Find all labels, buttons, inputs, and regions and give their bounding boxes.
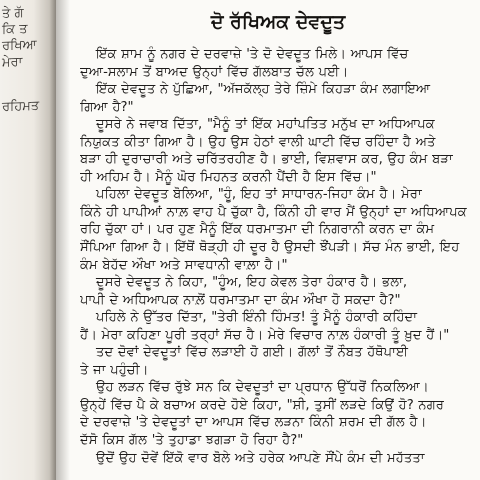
text-line: ਉਨ੍ਹੇਂ ਵਿੱਚ ਪੈ ਕੇ ਬਚਾਅ ਕਰਦੇ ਹੋਏ ਕਿਹਾ, "ਸ਼ੀ, ਤੁਸੀਂ ਲੜਦੇ ਕਿਉਂ ਹੋ? ਨਗਰ [80,397,444,413]
text-line: ਹੀ ਅਹਿਮ ਹੈ। ਮੈਨੂੰ ਘੋਰ ਮਿਹਨਤ ਕਰਨੀ ਪੈਂਦੀ ਹੈ ਇਸ ਵਿੱਚ।" [80,169,377,185]
text-line: ਗਿਆ ਹੈ?" [80,99,134,115]
paragraph [80,344,472,379]
story-title: ਦੋ ਰੱਖਿਅਕ ਦੇਵਦੂਤ [210,11,346,33]
text-line: ਨਿਯੁਕਤ ਕੀਤਾ ਗਿਆ ਹੈ। ਉਹ ਉਸ ਹੇਠਾਂ ਵਾਲੀ ਘਾਟੀ ਵਿੱਚ ਰਹਿੰਦਾ ਹੈ ਅਤੇ [80,134,436,150]
left-page-edge [0,0,56,480]
text-line: ਪਹਿਲੇ ਨੇ ਉੱਤਰ ਦਿੱਤਾ, "ਤੇਰੀ ਇੰਨੀ ਹਿੰਮਤ! ਤੂੰ ਮੈਨੂੰ ਹੰਕਾਰੀ ਕਹਿੰਦਾ [96,310,418,326]
text-line: ਦੱਸੋ ਕਿਸ ਗੱਲ 'ਤੇ ਤੁਹਾਡਾ ਝਗੜਾ ਹੋ ਰਿਹਾ ਹੈ?" [80,433,304,449]
text-line: ਕਿੰਨੇ ਹੀ ਪਾਪੀਆਂ ਨਾਲ਼ ਵਾਹ ਪੈ ਚੁੱਕਾ ਹੈ, ਕਿੰਨੀ ਹੀ ਵਾਰ ਮੈਂ ਉਨ੍ਹਾਂ ਦਾ ਅਧਿਆਪਕ [80,204,467,220]
text-line: ਤਦ ਦੋਵਾਂ ਦੇਵਦੂਤਾਂ ਵਿੱਚ ਲੜਾਈ ਹੋ ਗਈ। ਗੱਲਾਂ ਤੋਂ ਨੌਬਤ ਹੱਥੋਪਾਈ [96,345,409,361]
text-line: ਦੂਸਰੇ ਦੇਵਦੂਤ ਨੇ ਕਿਹਾ, "ਹੂੰਅ, ਇਹ ਕੇਵਲ ਤੇਰਾ ਹੰਕਾਰ ਹੈ। ਭਲਾ, [96,275,408,291]
paragraph [80,116,472,186]
text-line: ਬੜਾ ਹੀ ਦੁਰਾਚਾਰੀ ਅਤੇ ਚਰਿੱਤਰਹੀਣ ਹੈ। ਭਾਈ, ਵਿਸ਼ਵਾਸ ਕਰ, ਉਹ ਕੰਮ ਬੜਾ [80,152,453,168]
text-line: ਇੱਕ ਦੇਵਦੂਤ ਨੇ ਪੁੱਛਿਆ, "ਅੱਜਕੱਲ੍ਹ ਤੇਰੇ ਜ਼ਿੰਮੇ ਕਿਹੜਾ ਕੰਮ ਲਗਾਇਆ [96,82,431,98]
paragraph [80,309,472,344]
left-page-text: ਮੇਰਾ [2,54,23,71]
text-line: ਇੱਕ ਸ਼ਾਮ ਨੂੰ ਨਗਰ ਦੇ ਦਰਵਾਜ਼ੇ 'ਤੇ ਦੋ ਦੇਵਦੂਤ ਮਿਲੇ। ਆਪਸ ਵਿੱਚ [96,47,409,62]
text-line: ਦੂਸਰੇ ਨੇ ਜਵਾਬ ਦਿੱਤਾ, "ਮੈਨੂੰ ਤਾਂ ਇੱਕ ਮਹਾਂਪਤਿਤ ਮਨੁੱਖ ਦਾ ਅਧਿਆਪਕ [96,117,435,133]
text-line: ਦੁਆ-ਸਲਾਮ ਤੋਂ ਬਾਅਦ ਉਨ੍ਹਾਂ ਵਿੱਚ ਗੱਲਬਾਤ ਚੱਲ ਪਈ। [80,64,349,80]
text-line: ਉਹ ਲੜਨ ਵਿੱਚ ਰੁੱਝੇ ਸਨ ਕਿ ਦੇਵਦੂਤਾਂ ਦਾ ਪ੍ਰਧਾਨ ਉੱਧਰੋਂ ਨਿਕਲਿਆ। [96,380,429,396]
text-line: ਪਾਪੀ ਦੇ ਅਧਿਆਪਕ ਨਾਲ਼ੋਂ ਧਰਮਾਤਮਾ ਦਾ ਕੰਮ ਔਖਾ ਹੋ ਸਕਦਾ ਹੈ?" [80,292,401,308]
text-line: ਉਦੋਂ ਉਹ ਦੋਵੇਂ ਇੱਕੋ ਵਾਰ ਬੋਲੇ ਅਤੇ ਹਰੇਕ ਆਪਣੇ ਸੌਂਪੇ ਕੰਮ ਦੀ ਮਹੱਤਤਾ [96,450,425,466]
text-line: ਹੈਂ। ਮੇਰਾ ਕਹਿਣਾ ਪੂਰੀ ਤਰ੍ਹਾਂ ਸੱਚ ਹੈ। ਮੇਰੇ ਵਿਚਾਰ ਨਾਲ਼ ਹੰਕਾਰੀ ਤੂੰ ਖ਼ੁਦ ਹੈਂ।" [80,327,450,343]
text-line: ਸੌਂਪਿਆ ਗਿਆ ਹੈ। ਇੱਥੋਂ ਥੋੜ੍ਹੀ ਹੀ ਦੂਰ ਹੈ ਉਸਦੀ ਝੌਂਪੜੀ। ਸੱਚ ਮੰਨ ਭਾਈ, ਇਹ [80,240,460,256]
paragraph [80,81,472,116]
paragraph [80,46,472,81]
left-page-text: ਰਖਿਆ [2,37,37,54]
paragraph [80,274,472,309]
page-content [80,0,472,467]
text-line: ਕੰਮ ਬੇਹੱਦ ਔਖਾ ਅਤੇ ਸਾਵਧਾਨੀ ਵਾਲ਼ਾ ਹੈ।" [80,257,288,273]
paragraph [80,186,472,274]
text-line: ਤੇ ਜਾ ਪਹੁੰਚੀ। [80,362,149,378]
left-page-text: ਕਿ ਤ [2,21,28,38]
paragraph [80,450,472,468]
text-line: ਰਹਿ ਚੁੱਕਾ ਹਾਂ। ਪਰ ਹੁਣ ਮੈਨੂੰ ਇੱਕ ਧਰਮਾਤਮਾ ਦੀ ਨਿਗਰਾਨੀ ਕਰਨ ਦਾ ਕੰਮ [80,222,435,238]
binding-shadow [56,0,70,480]
left-page-text: ਤੇ ਗੱ [2,5,24,22]
text-line: ਦੇ ਦਰਵਾਜ਼ੇ 'ਤੇ ਦੇਵਦੂਤਾਂ ਦਾ ਆਪਸ ਵਿੱਚ ਲੜਨਾ ਕਿੰਨੀ ਸ਼ਰਮ ਦੀ ਗੱਲ ਹੈ। [80,415,427,431]
paragraph [80,379,472,449]
left-page-text: ਰਹਿਮਤ [2,98,40,115]
text-line: ਪਹਿਲਾ ਦੇਵਦੂਤ ਬੋਲਿਆ, "ਹੂੰ, ਇਹ ਤਾਂ ਸਾਧਾਰਨ-ਜਿਹਾ ਕੰਮ ਹੈ। ਮੇਰਾ [96,187,422,203]
